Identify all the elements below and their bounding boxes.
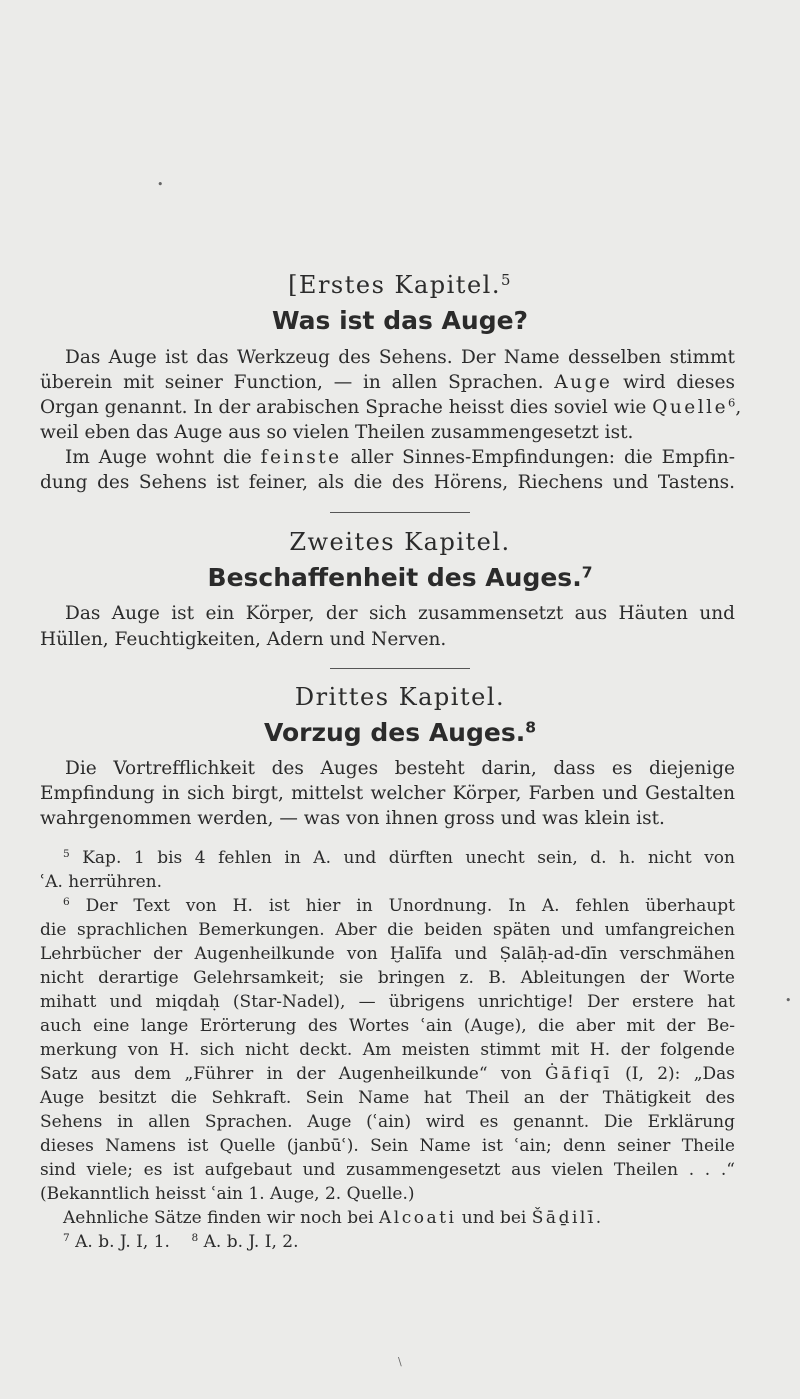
paragraph-line: Die Vortrefflichkeit des Auges besteht darin, dass es diejenige bbox=[65, 758, 735, 779]
footnote-line: sind viele; es ist aufgebaut und zusammengesetzt aus vielen Theilen . . .“ bbox=[40, 1160, 735, 1180]
footnote-ref-6: 6 bbox=[728, 395, 736, 410]
section-divider bbox=[330, 668, 470, 669]
footnote-line: Lehrbücher der Augenheilkunde von Ḫalīfa und Ṣalāḥ-ad-dīn verschmähen bbox=[40, 944, 735, 964]
footnote-line: dieses Namens ist Quelle (janbūʿ). Sein Name ist ʿain; denn seiner Theile bbox=[40, 1136, 735, 1156]
footnote-line: die sprachlichen Bemerkungen. Aber die beiden späten und umfangreichen bbox=[40, 920, 735, 940]
footnote-line: $^6$ Der Text von H. ist hier in Unordnung. In A. fehlen überhaupt bbox=[63, 896, 735, 916]
paragraph-line: weil eben das Auge aus so vielen Theilen zusammengesetzt ist. bbox=[40, 422, 634, 443]
paragraph-line: Das Auge ist ein Körper, der sich zusammensetzt aus Häuten und bbox=[65, 603, 735, 624]
paragraph-line: Hüllen, Feuchtigkeiten, Adern und Nerven. bbox=[40, 629, 447, 650]
footnote-number: 5 bbox=[63, 848, 70, 861]
footnote-line: (Bekanntlich heisst ʿain 1. Auge, 2. Quelle.) bbox=[40, 1184, 415, 1204]
footnote-line: merkung von H. sich nicht deckt. Am meisten stimmt mit H. der folgende bbox=[40, 1040, 735, 1060]
footnote-number: 8 bbox=[191, 1232, 199, 1245]
paragraph-line: Empfindung in sich birgt, mittelst welcher Körper, Farben und Gestalten bbox=[40, 783, 735, 804]
footnote-ref-8: 8 bbox=[525, 718, 537, 737]
footnote-line: nicht derartige Gelehrsamkeit; sie bringen z. B. Ableitungen der Worte bbox=[40, 968, 735, 988]
paragraph-line: dung des Sehens ist feiner, als die des Hörens, Riechens und Tastens. bbox=[40, 472, 735, 493]
stray-mark: • bbox=[157, 178, 164, 191]
footnote-line: Satz aus dem „Führer in der Augenheilkunde“ von Ġāfiqī (I, 2): „Das bbox=[40, 1064, 736, 1084]
footnote-number: 7 bbox=[63, 1232, 70, 1245]
paragraph-line: Im Auge wohnt die feinste aller Sinnes-Empfindungen: die Empfin- bbox=[65, 447, 735, 468]
footnote-number: 6 bbox=[63, 896, 70, 909]
footnote-line: mihatt und miqdaḥ (Star-Nadel), — übrigens unrichtige! Der erstere hat bbox=[40, 992, 735, 1012]
chapter-3-title: Vorzug des Auges.$^8$ bbox=[263, 718, 537, 747]
footnote-line: $^5$ Kap. 1 bis 4 fehlen in A. und dürften unecht sein, d. h. nicht von bbox=[63, 848, 735, 868]
paragraph-line: überein mit seiner Function, — in allen Sprachen. Auge wird dieses bbox=[40, 372, 735, 393]
footnote-line: Aehnliche Sätze finden wir noch bei Alcoati und bei Šāḏilī. bbox=[63, 1208, 602, 1228]
stray-mark: \ bbox=[398, 1355, 402, 1368]
paragraph-line: Organ genannt. In der arabischen Sprache heisst dies soviel wie Quelle$^6$, bbox=[40, 395, 742, 418]
footnote-line: auch eine lange Erörterung des Wortes ʿain (Auge), die aber mit der Be- bbox=[40, 1016, 735, 1036]
footnote-ref-7: 7 bbox=[581, 563, 593, 582]
footnote-line: Sehens in allen Sprachen. Auge (ʿain) wird es genannt. Die Erklärung bbox=[40, 1112, 735, 1132]
chapter-1-label: [Erstes Kapitel.$^5$ bbox=[288, 270, 512, 299]
chapter-3-label: Drittes Kapitel. bbox=[294, 683, 506, 711]
footnote-line: $^7$ A. b. J. I, 1. $^8$ A. b. J. I, 2. bbox=[63, 1232, 299, 1252]
footnote-line: ʿA. herrühren. bbox=[40, 872, 163, 892]
footnote-ref-5: 5 bbox=[500, 270, 512, 289]
stray-mark: • bbox=[785, 994, 792, 1007]
chapter-2-title: Beschaffenheit des Auges.$^7$ bbox=[207, 563, 593, 592]
footnote-line: Auge besitzt die Sehkraft. Sein Name hat Theil an der Thätigkeit des bbox=[40, 1088, 735, 1108]
paragraph-line: wahrgenommen werden, — was von ihnen gross und was klein ist. bbox=[40, 808, 665, 829]
chapter-2-label: Zweites Kapitel. bbox=[289, 528, 511, 556]
section-divider bbox=[330, 512, 470, 513]
paragraph-line: Das Auge ist das Werkzeug des Sehens. Der Name desselben stimmt bbox=[65, 347, 735, 368]
chapter-1-title: Was ist das Auge? bbox=[271, 306, 529, 335]
